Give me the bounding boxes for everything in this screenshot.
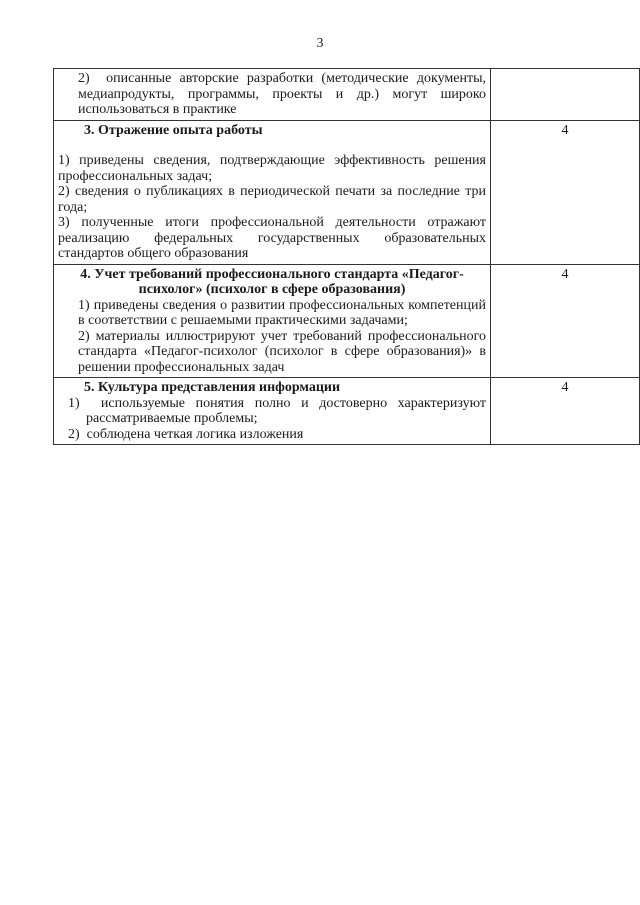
criterion-score: 4	[491, 264, 640, 378]
criterion-item: 1) приведены сведения, подтверждающие эффективность решения профессиональных задач;	[58, 153, 486, 184]
criterion-description	[54, 69, 491, 121]
page-number: 3	[316, 36, 324, 51]
criterion-description	[54, 120, 491, 264]
criterion-score: 4	[491, 120, 640, 264]
table-row	[54, 264, 640, 378]
criterion-item: 2) сведения о публикациях в периодической печати за последние три года;	[58, 184, 486, 215]
table-row	[54, 69, 640, 121]
criterion-item: 2) описанные авторские разработки (методические документы, медиапродукты, программы, проекты и др.) могут широко использоваться в практике	[78, 71, 486, 117]
criterion-score: 4	[491, 378, 640, 445]
criterion-item: 2) соблюдена четкая логика изложения	[68, 426, 304, 442]
criterion-item: 1) используемые понятия полно и достоверно характеризуют рассматриваемые проблемы;	[68, 395, 486, 426]
section-title: 3. Отражение опыта работы	[84, 122, 263, 138]
criterion-item: 3) полученные итоги профессиональной деятельности отражают реализацию федеральных государственных образовательных стандартов общего образования	[58, 215, 486, 261]
section-title: 5. Культура представления информации	[84, 380, 341, 395]
criterion-description	[54, 264, 491, 378]
criterion-score	[491, 69, 640, 121]
table-row	[54, 120, 640, 264]
criteria-table	[53, 68, 640, 445]
criterion-item: 2) материалы иллюстрируют учет требований профессионального стандарта «Педагог-психолог (психолог в сфере образования)» в решении профессиональных задач	[78, 328, 486, 375]
section-title: 4. Учет требований профессионального стандарта «Педагог-психолог» (психолог в сфере образования)	[80, 266, 464, 297]
table-row	[54, 378, 640, 445]
criterion-item: 1) приведены сведения о развитии профессиональных компетенций в соответствии с решаемыми практическими задачами;	[78, 297, 486, 328]
criterion-description	[54, 378, 491, 445]
